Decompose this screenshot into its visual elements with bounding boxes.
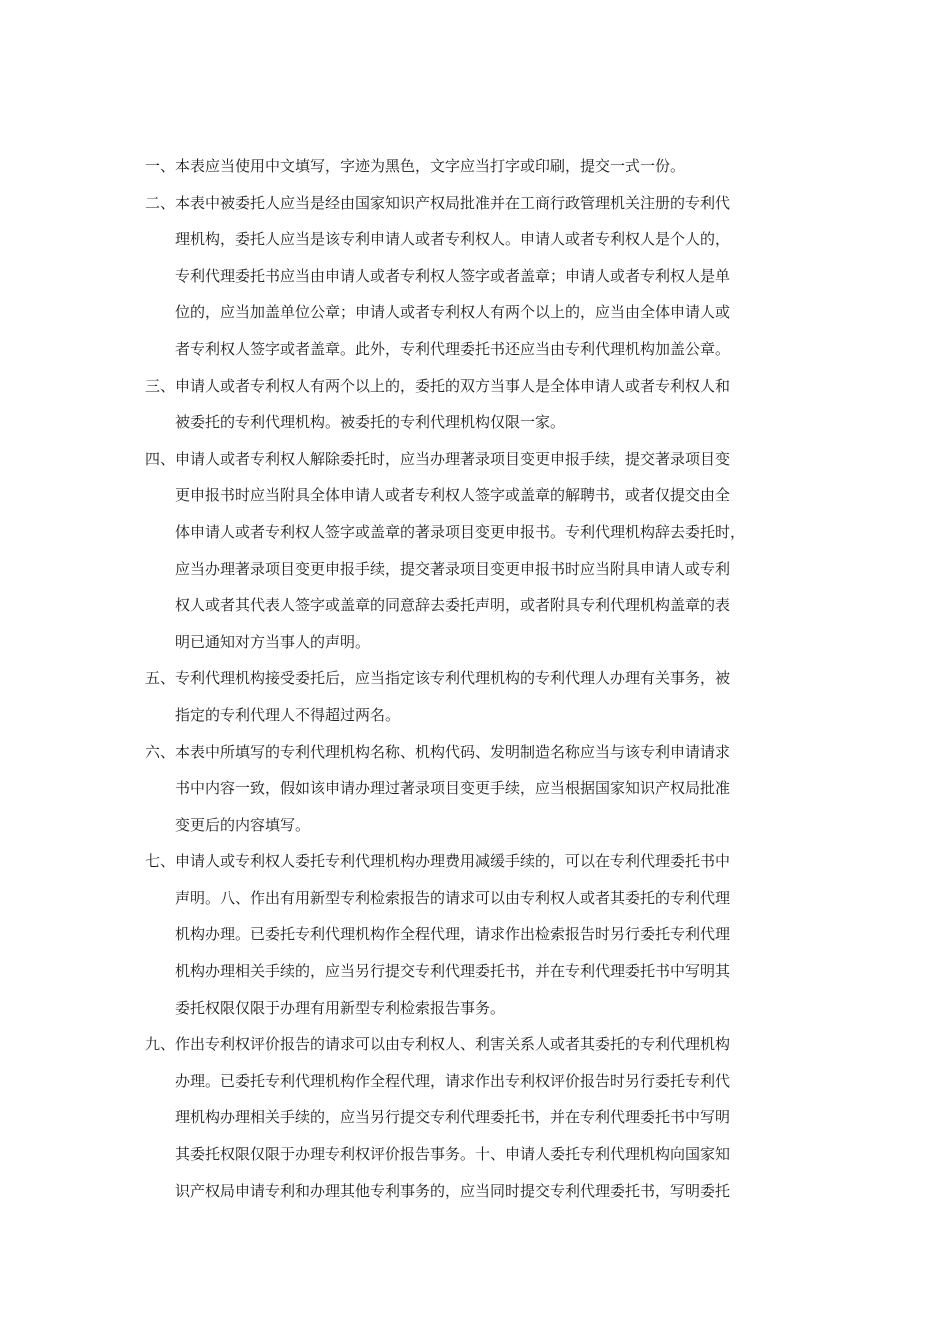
note-line: 指定的专利代理人不得超过两名。 [175,705,401,724]
note-text [175,660,825,733]
note-line: 专利代理委托书应当由申请人或者专利权人签字或者盖章；申请人或者专利权人是单 [175,266,731,285]
note-text [175,734,825,844]
note-line: 本表中所填写的专利代理机构名称、机构代码、发明制造名称应当与该专利申请请求 [175,742,731,761]
note-item [145,843,825,1026]
note-line: 理机构办理相关手续的，应当另行提交专利代理委托书，并在专利代理委托书中写明 [175,1108,731,1127]
note-line: 办理。已委托专利代理机构作全程代理，请求作出专利权评价报告时另行委托专利代 [175,1071,731,1090]
note-number: 九、 [145,1035,176,1054]
note-line: 者专利权人签字或者盖章。此外，专利代理委托书还应当由专利代理机构加盖公章。 [175,339,731,358]
note-item [145,368,825,441]
note-line: 申请人或者专利权人解除委托时，应当办理著录项目变更申报手续，提交著录项目变 [175,449,731,468]
note-number: 四、 [145,449,176,468]
note-line: 机构办理。已委托专利代理机构作全程代理，请求作出检索报告时另行委托专利代理 [175,925,731,944]
note-text [175,1026,825,1209]
note-item [145,1026,825,1209]
note-line: 本表中被委托人应当是经由国家知识产权局批准并在工商行政管理机关注册的专利代 [175,193,731,212]
note-line: 更申报书时应当附具全体申请人或者专利权人签字或盖章的解聘书，或者仅提交由全 [175,486,731,505]
note-number: 七、 [145,852,176,871]
note-number: 五、 [145,669,176,688]
note-line: 书中内容一致，假如该申请办理过著录项目变更手续，应当根据国家知识产权局批准 [175,779,731,798]
note-line: 体申请人或者专利权人签字或盖章的著录项目变更申报书。专利代理机构辞去委托时， [175,522,746,541]
note-line: 识产权局申请专利和办理其他专利事务的，应当同时提交专利代理委托书，写明委托 [175,1181,731,1200]
note-item [145,734,825,844]
note-line: 被委托的专利代理机构。被委托的专利代理机构仅限一家。 [175,413,566,432]
note-text [175,148,825,185]
note-line: 申请人或者专利权人有两个以上的，委托的双方当事人是全体申请人或者专利权人和 [175,376,731,395]
note-number: 六、 [145,742,176,761]
note-line: 明已通知对方当事人的声明。 [175,632,371,651]
note-item [145,441,825,661]
note-number: 一、 [145,157,176,175]
note-number: 三、 [145,376,176,395]
note-line: 权人或者其代表人签字或盖章的同意辞去委托声明，或者附具专利代理机构盖章的表 [175,596,731,615]
notes-list [145,148,825,1209]
note-text [175,843,825,1026]
note-line: 理机构，委托人应当是该专利申请人或者专利权人。申请人或者专利权人是个人的， [175,230,731,249]
note-item [145,148,825,185]
note-line: 位的，应当加盖单位公章；申请人或者专利权人有两个以上的，应当由全体申请人或 [175,303,731,322]
note-line: 声明。八、作出有用新型专利检索报告的请求可以由专利权人或者其委托的专利代理 [175,888,731,907]
note-text [175,441,825,661]
note-line: 委托权限仅限于办理有用新型专利检索报告事务。 [175,998,506,1017]
note-text [175,185,825,368]
note-item [145,185,825,368]
note-line: 变更后的内容填写。 [175,815,311,834]
note-line: 机构办理相关手续的，应当另行提交专利代理委托书，并在专利代理委托书中写明其 [175,962,731,981]
note-text [175,368,825,441]
note-item [145,660,825,733]
note-number: 二、 [145,193,176,212]
note-line: 申请人或专利权人委托专利代理机构办理费用减缓手续的，可以在专利代理委托书中 [175,852,731,871]
note-line: 作出专利权评价报告的请求可以由专利权人、利害关系人或者其委托的专利代理机构 [175,1035,731,1054]
note-line: 专利代理机构接受委托后，应当指定该专利代理机构的专利代理人办理有关事务，被 [175,669,731,688]
note-line: 应当办理著录项目变更申报手续，提交著录项目变更申报书时应当附具申请人或专利 [175,559,731,578]
note-line: 本表应当使用中文填写，字迹为黑色，文字应当打字或印刷，提交一式一份。 [175,157,686,175]
note-line: 其委托权限仅限于办理专利权评价报告事务。十、申请人委托专利代理机构向国家知 [175,1145,731,1164]
